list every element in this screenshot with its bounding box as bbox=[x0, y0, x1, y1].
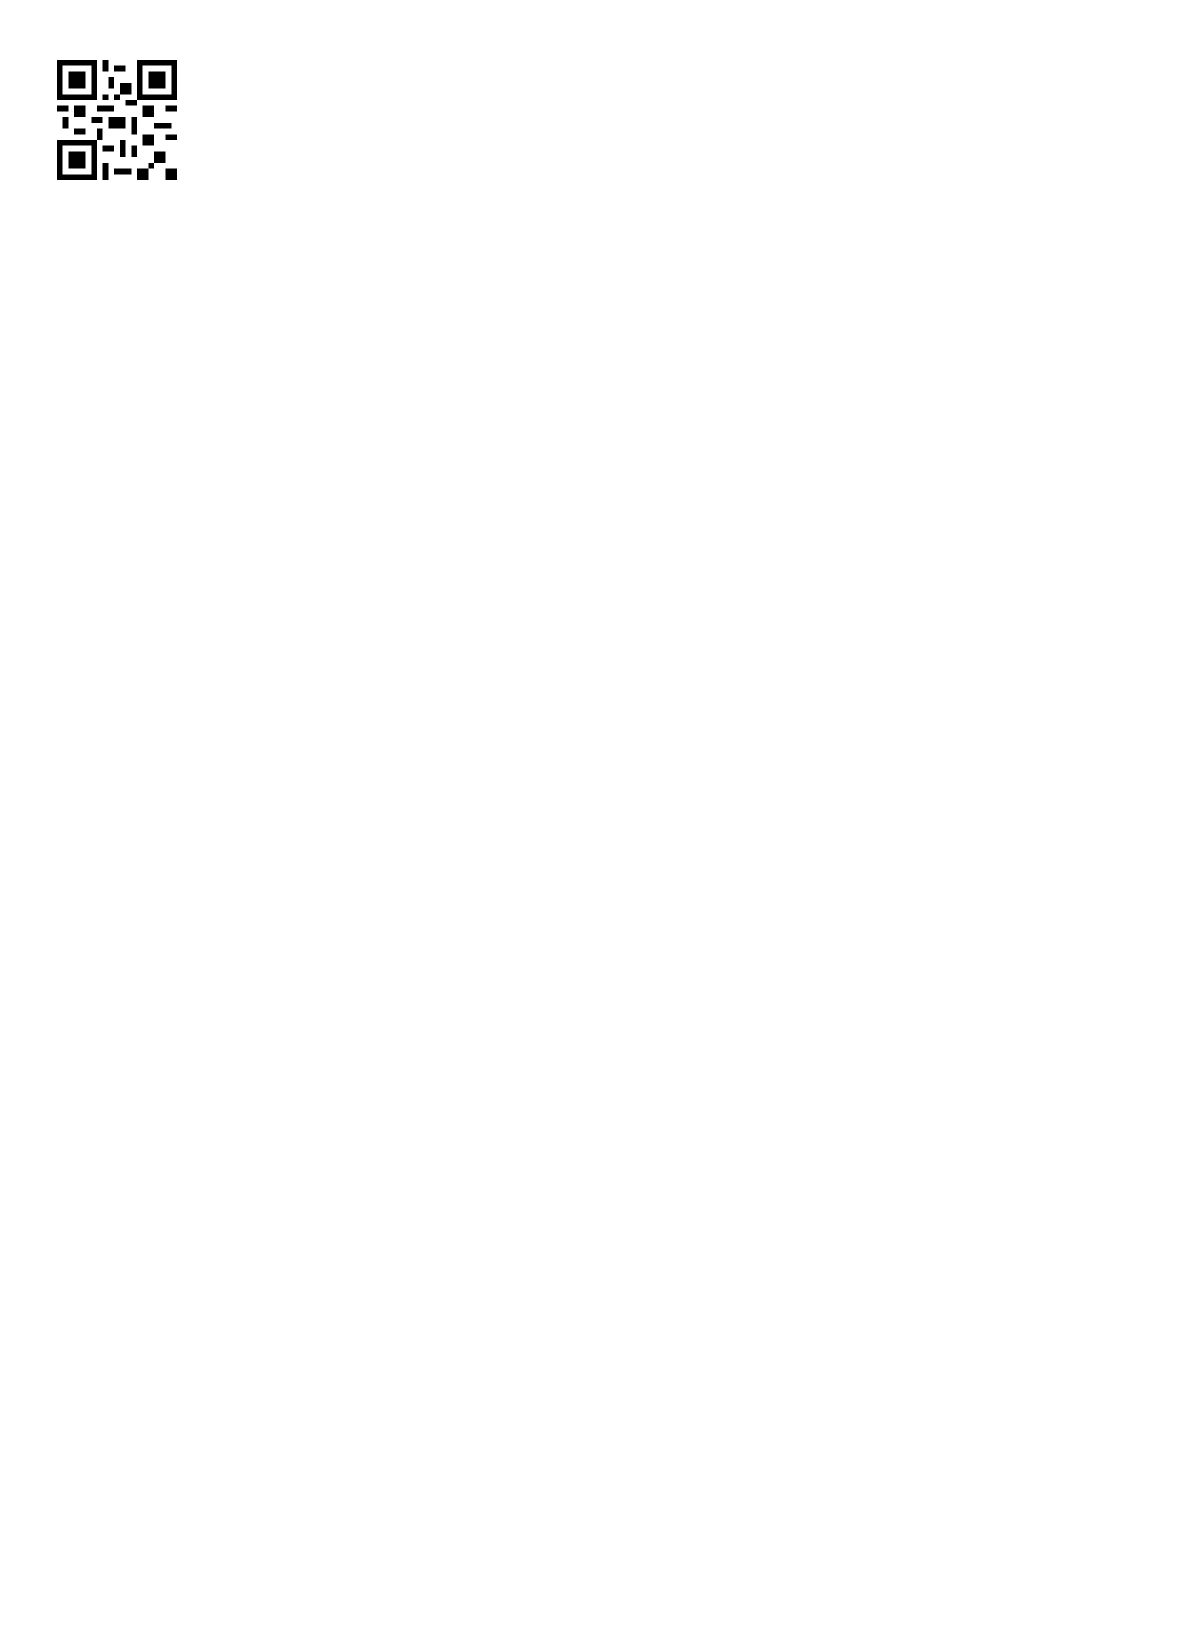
qr-code-icon[interactable] bbox=[57, 60, 177, 180]
